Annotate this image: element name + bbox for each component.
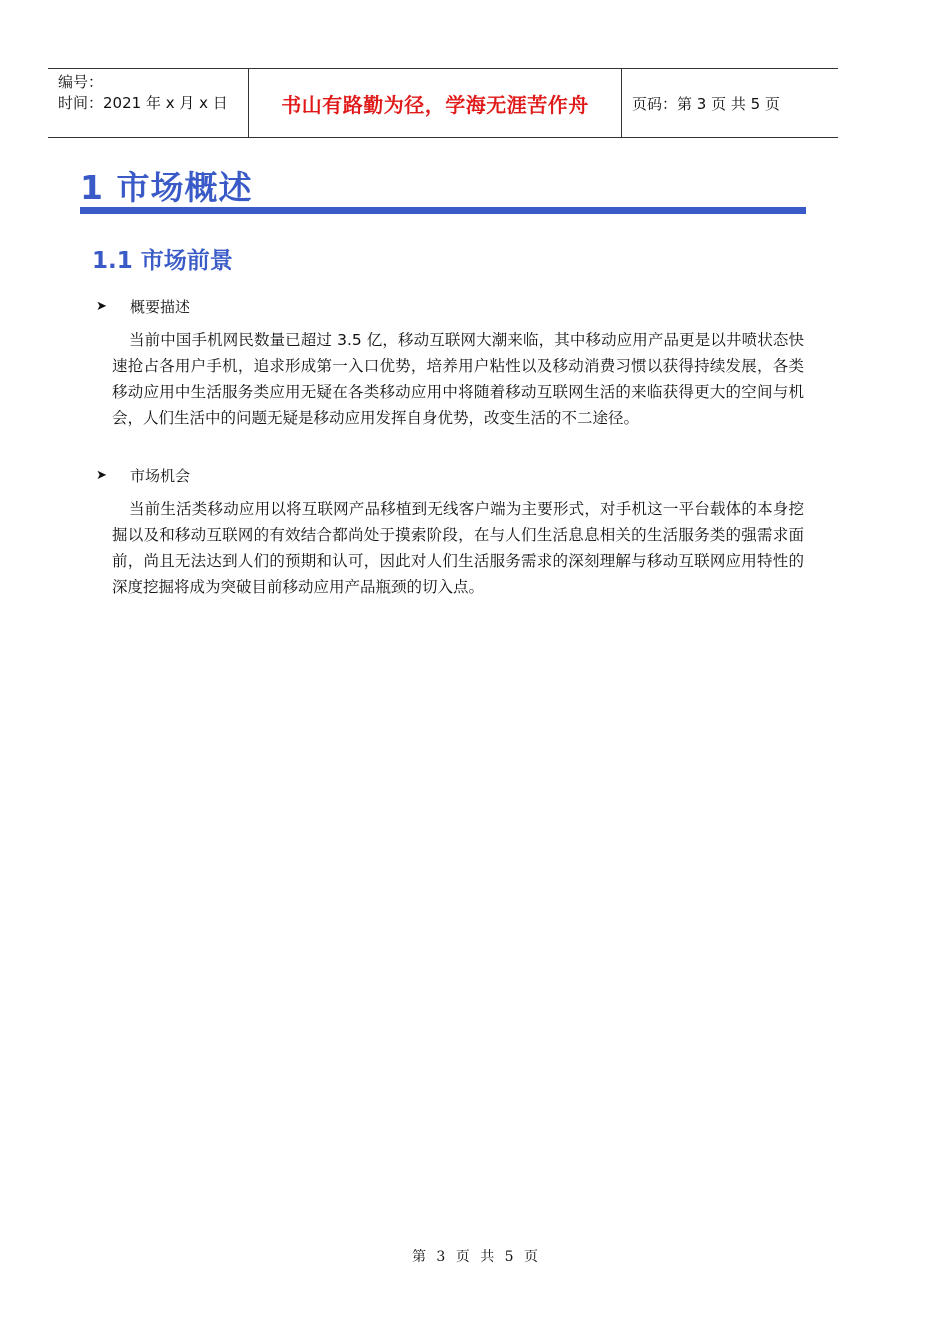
document-time-label: 时间：2021 年 x 月 x 日 — [58, 94, 228, 112]
paragraph-opportunity: 当前生活类移动应用以将互联网产品移植到无线客户端为主要形式，对手机这一平台载体的本身挖掘以及和移动互联网的有效结合都尚处于摸索阶段，在与人们生活息息相关的生活服务类的强需求面前，尚且无法达到人们的预期和认可，因此对人们生活服务需求的深刻理解与移动互联网应用特性的深度挖掘将成为突破目前移动应用产品瓶颈的切入点。 — [112, 500, 804, 596]
header-page-cell — [622, 69, 838, 137]
section-title-rule — [80, 207, 806, 214]
header-meta-cell — [48, 69, 249, 137]
bullet-label: 概要描述 — [130, 298, 191, 316]
section-title: 1 市场概述 — [80, 168, 253, 207]
header-motto: 书山有路勤为径，学海无涯苦作舟 — [281, 92, 589, 117]
arrow-bullet-icon: ➤ — [96, 299, 107, 314]
header-table — [48, 68, 838, 138]
subsection-title: 1.1 市场前景 — [92, 248, 233, 274]
bullet-overview — [96, 296, 190, 317]
footer-page-number: 第 3 页 共 5 页 — [411, 1249, 539, 1265]
bullet-label: 市场机会 — [130, 467, 191, 485]
document-number-label: 编号： — [58, 73, 104, 91]
header-page-label: 页码：第 3 页 共 5 页 — [632, 94, 780, 113]
paragraph-overview: 当前中国手机网民数量已超过 3.5 亿，移动互联网大潮来临，其中移动应用产品更是以井喷状态快速抢占各用户手机，追求形成第一入口优势，培养用户粘性以及移动消费习惯以获得持续发展，各类移动应用中生活服务类应用无疑在各类移动应用中将随着移动互联网生活的来临获得更大的空间与机会，人们生活中的问题无疑是移动应用发挥自身优势，改变生活的不二途径。 — [112, 331, 804, 427]
bullet-opportunity — [96, 465, 190, 486]
arrow-bullet-icon: ➤ — [96, 468, 107, 483]
header-motto-cell — [249, 69, 622, 137]
